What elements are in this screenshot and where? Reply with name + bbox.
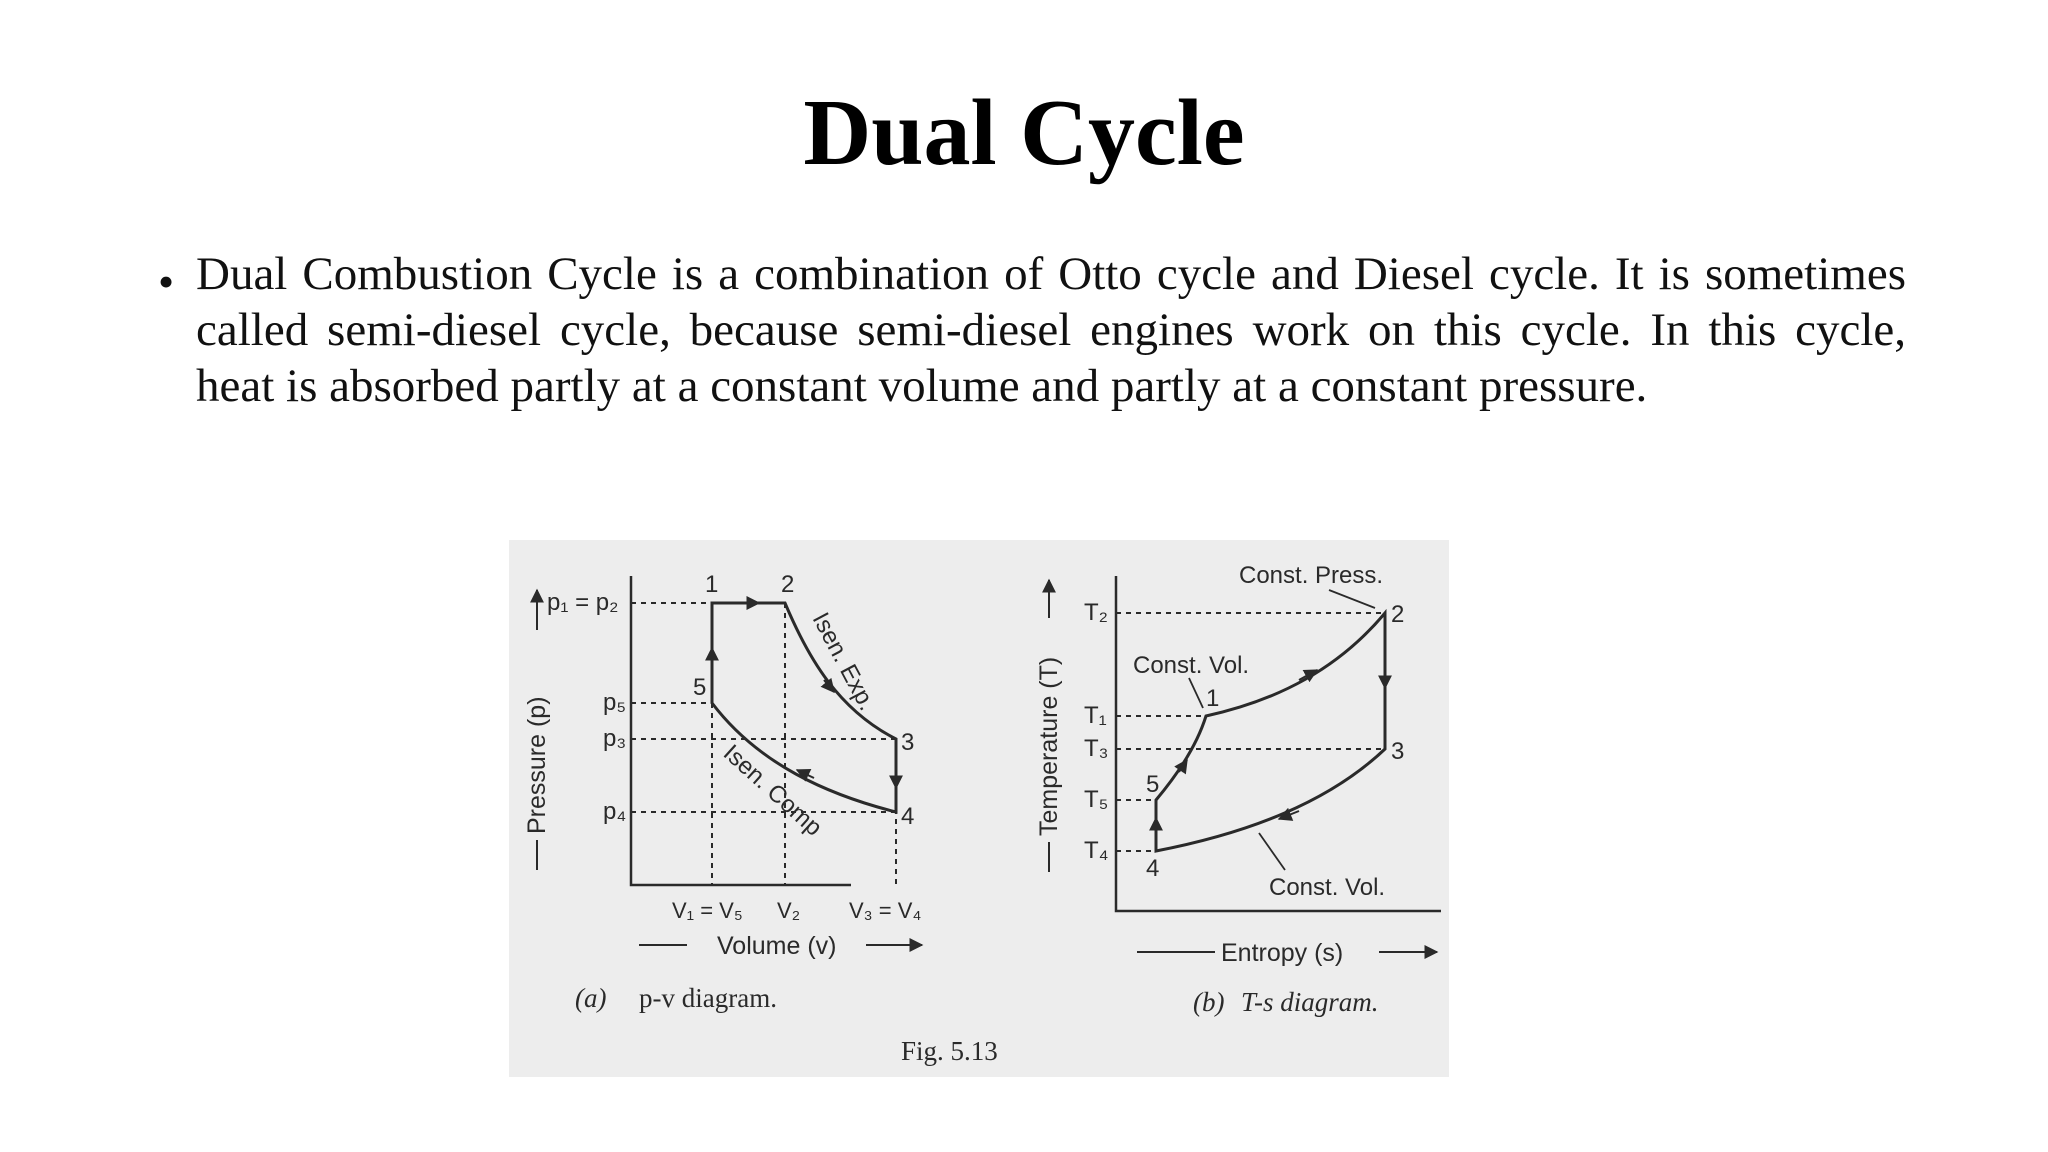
figure-svg (509, 540, 1449, 1077)
pv-p3: p₃ (603, 725, 627, 752)
ts-t2: T₂ (1084, 599, 1108, 626)
figure-number: Fig. 5.13 (901, 1036, 998, 1066)
ts-const-vol-top: Const. Vol. (1133, 652, 1250, 679)
pv-isen-exp: Isen. Exp. (806, 608, 881, 716)
bullet-marker: • (158, 256, 175, 307)
pv-caption-letter: (a) (575, 983, 607, 1013)
pv-x-label: Volume (v) (717, 932, 837, 960)
pv-isen-comp: Isen. Comp (717, 739, 828, 842)
pv-point-3: 3 (901, 729, 915, 756)
ts-y-label: Temperature (T) (1035, 656, 1063, 836)
ts-t1: T₁ (1084, 702, 1107, 729)
ts-point-1: 1 (1206, 685, 1220, 712)
ts-const-press: Const. Press. (1239, 562, 1384, 589)
ts-point-2: 2 (1391, 601, 1405, 628)
ts-leader-const-press (1329, 590, 1375, 608)
bullet-text: Dual Combustion Cycle is a combination of Otto cycle and Diesel cycle. It is sometimes called semi-diesel cycle, because semi-diesel engines work on this cycle. In this cycle, heat is absorbed partly at a constant volume and partly at a constant pressure. (196, 248, 1906, 412)
pv-point-2: 2 (781, 571, 795, 598)
ts-t5: T₅ (1084, 786, 1109, 813)
pv-p4: p₄ (603, 798, 627, 825)
pv-diagram (523, 571, 922, 1013)
ts-leader-const-vol-top (1189, 678, 1203, 708)
pv-v15: V₁ = V₅ (672, 898, 743, 923)
pv-caption-name: p-v diagram. (639, 983, 777, 1013)
pv-point-1: 1 (705, 571, 719, 598)
ts-point-4: 4 (1146, 855, 1160, 882)
pv-guides (631, 603, 896, 885)
pv-p12: p₁ = p₂ (547, 589, 619, 616)
pv-v2: V₂ (777, 898, 801, 923)
ts-point-3: 3 (1391, 738, 1405, 765)
pv-point-4: 4 (901, 803, 915, 830)
ts-t4: T₄ (1084, 837, 1109, 864)
pv-v34: V₃ = V₄ (849, 898, 922, 923)
ts-caption-name: T-s diagram. (1241, 987, 1379, 1017)
ts-t3: T₃ (1084, 735, 1109, 762)
dual-cycle-figure (509, 540, 1449, 1077)
ts-const-vol-bottom: Const. Vol. (1269, 874, 1386, 901)
slide-title: Dual Cycle (803, 81, 1245, 185)
pv-p5: p₅ (603, 689, 627, 716)
ts-cycle (1156, 613, 1385, 851)
ts-leader-const-vol-bottom (1259, 833, 1285, 870)
ts-point-5: 5 (1146, 771, 1160, 798)
pv-y-label: Pressure (p) (523, 696, 551, 834)
ts-caption-letter: (b) (1193, 987, 1225, 1017)
ts-diagram (1035, 562, 1441, 1017)
ts-x-label: Entropy (s) (1221, 939, 1344, 967)
pv-point-5: 5 (693, 674, 707, 701)
